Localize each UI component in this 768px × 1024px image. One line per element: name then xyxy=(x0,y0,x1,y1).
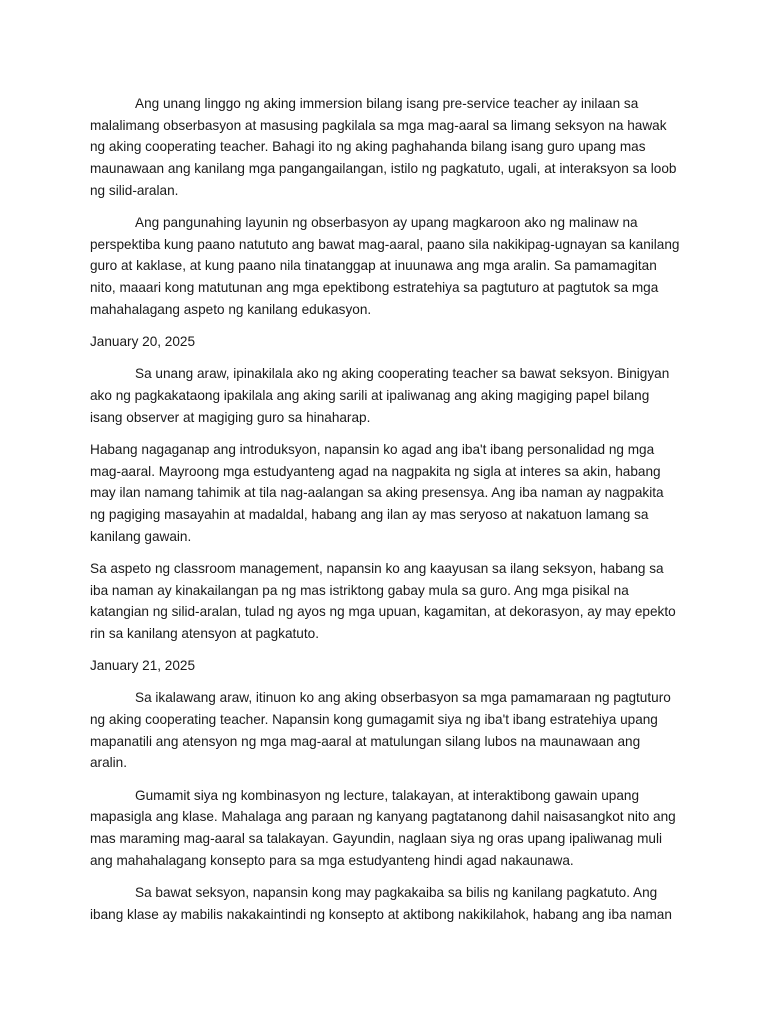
paragraph-day1-personalities: Habang nagaganap ang introduksyon, napansin ko agad ang iba't ibang personalidad ng mga mag-aaral. Mayroong mga estudyanteng agad na nagpakita ng sigla at interes sa akin, habang may ilan namang tahimik at tila nag-aalangan sa aking presensya. Ang iba naman ay nagpakita ng pagiging masayahin at madaldal, habang ang ilan ay mas seryoso at nakatuon lamang sa kanilang gawain. xyxy=(90,441,664,544)
paragraph-intro: Ang unang linggo ng aking immersion bilang isang pre-service teacher ay inilaan sa malalimang obserbasyon at masusing pagkilala sa mga mag-aaral sa limang seksyon na hawak ng aking cooperating teacher. Bahagi ito ng aking paghahanda bilang isang guro upang mas maunawaan ang kanilang mga pangangailangan, istilo ng pagkatuto, ugali, at interaksyon sa loob ng silid-aralan. xyxy=(90,96,677,198)
date-heading-jan-21: January 21, 2025 xyxy=(90,658,196,674)
paragraph-day2-learning-pace: Sa bawat seksyon, napansin kong may pagkakaiba sa bilis ng kanilang pagkatuto. Ang ibang klase ay mabilis nakakaintindi ng konsepto at aktibong nakikilahok, habang ang iba naman xyxy=(90,885,672,922)
paragraph-day2-teaching-methods: Sa ikalawang araw, itinuon ko ang aking obserbasyon sa mga pamamaraan ng pagtuturo ng aking cooperating teacher. Napansin kong gumagamit siya ng iba't ibang estratehiya upang mapanatili ang atensyon ng mga mag-aaral at matulungan silang lubos na maunawaan ang aralin. xyxy=(90,690,671,771)
paragraph-objective: Ang pangunahing layunin ng obserbasyon ay upang magkaroon ako ng malinaw na perspektiba kung paano natututo ang bawat mag-aaral, paano sila nakikipag-ugnayan sa kanilang guro at kaklase, at kung paano nila tinatanggap at inuunawa ang mga aralin. Sa pamamagitan nito, maaari kong matutunan ang mga epektibong estratehiya sa pagtuturo at pagtutok sa mga mahahalagang aspeto ng kanilang edukasyon. xyxy=(90,215,680,317)
paragraph-day1-classroom-management: Sa aspeto ng classroom management, napansin ko ang kaayusan sa ilang seksyon, habang sa iba naman ay kinakailangan pa ng mas istriktong gabay mula sa guro. Ang mga pisikal na katangian ng silid-aralan, tulad ng ayos ng mga upuan, kagamitan, at dekorasyon, ay may epekto rin sa kanilang atensyon at pagkatuto. xyxy=(90,560,676,641)
paragraph-day2-strategies: Gumamit siya ng kombinasyon ng lecture, talakayan, at interaktibong gawain upang mapasigla ang klase. Mahalaga ang paraan ng kanyang pagtatanong dahil naisasangkot nito ang mas maraming mag-aaral sa talakayan. Gayundin, naglaan siya ng oras upang ipaliwanag muli ang mahahalagang konsepto para sa mga estudyanteng hindi agad nakaunawa. xyxy=(90,787,676,868)
document-page xyxy=(90,93,680,936)
date-heading-jan-20: January 20, 2025 xyxy=(90,334,196,350)
paragraph-day1-introduction: Sa unang araw, ipinakilala ako ng aking cooperating teacher sa bawat seksyon. Binigyan ako ng pagkakataong ipakilala ang aking sarili at ipaliwanag ang aking magiging papel bilang isang observer at magiging guro sa hinaharap. xyxy=(90,366,670,425)
